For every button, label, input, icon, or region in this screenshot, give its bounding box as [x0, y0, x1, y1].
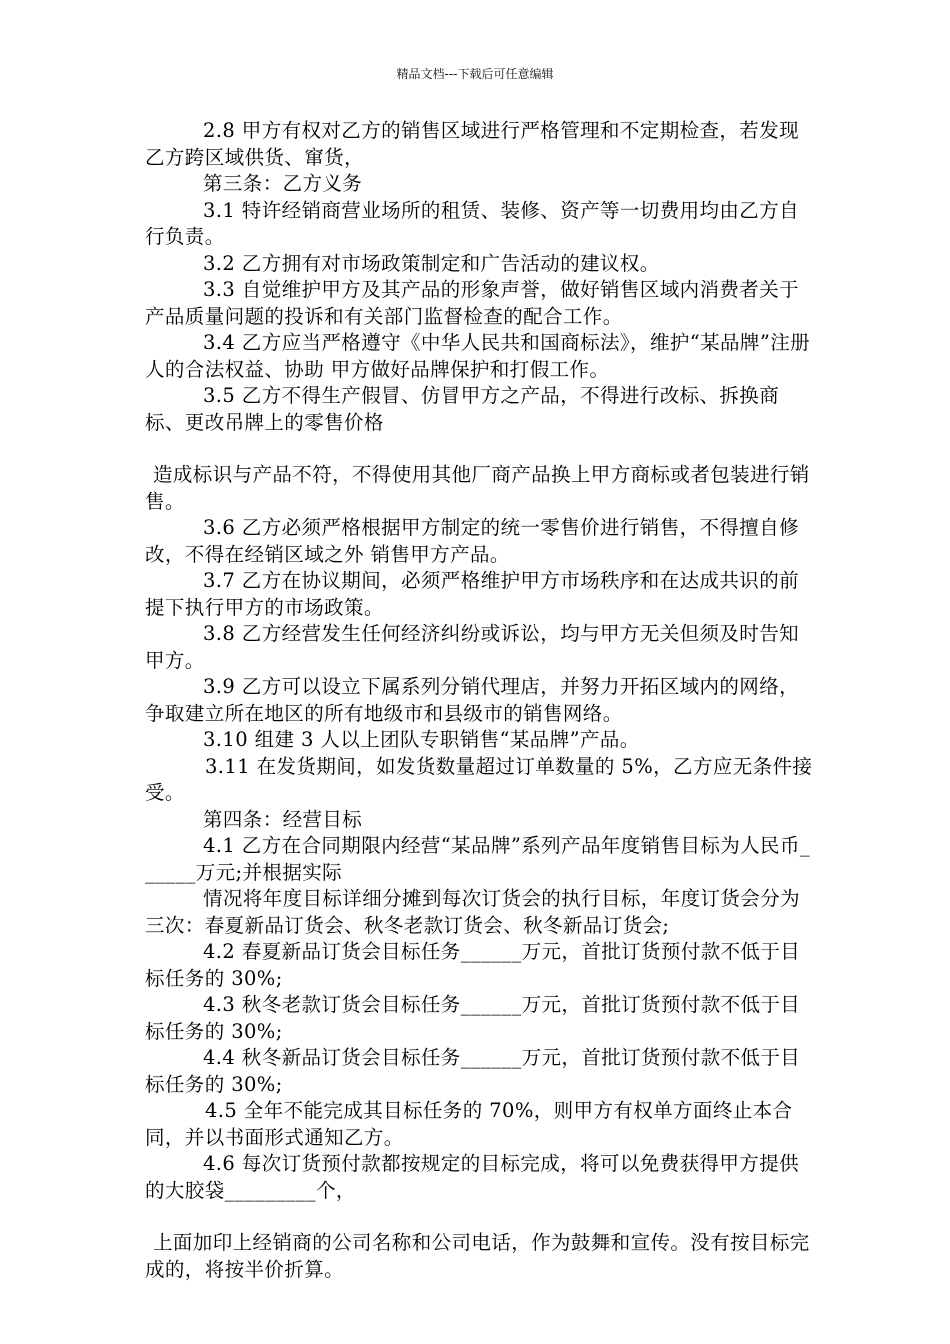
clause-4-1: 4.1 乙方在合同期限内经营“某品牌”系列产品年度销售目标为人民币______万元;并根据实际	[145, 834, 810, 884]
clause-3-10: 3.10 组建 3 人以上团队专职销售“某品牌”产品。	[203, 728, 640, 751]
clause-2-8: 2.8 甲方有权对乙方的销售区域进行严格管理和不定期检查，若发现乙方跨区域供货、窜货，	[145, 119, 800, 169]
clause-3-5: 3.5 乙方不得生产假冒、仿冒甲方之产品，不得进行改标、拆换商标、更改吊牌上的零售价格	[145, 384, 780, 434]
clause-4-3: 4.3 秋冬老款订货会目标任务______万元，首批订货预付款不低于目标任务的 30%;	[145, 993, 801, 1043]
clause-4-4: 4.4 秋冬新品订货会目标任务______万元，首批订货预付款不低于目标任务的 30%;	[145, 1046, 801, 1096]
clause-3-4: 3.4 乙方应当严格遵守《中华人民共和国商标法》，维护“某品牌”注册人的合法权益、协助 甲方做好品牌保护和打假工作。	[145, 331, 810, 381]
clause-3-8: 3.8 乙方经营发生任何经济纠纷或诉讼，均与甲方无关但须及时告知甲方。	[145, 622, 800, 672]
clause-3-9: 3.9 乙方可以设立下属系列分销代理店，并努力开拓区域内的网络，争取建立所在地区的所有地级市和县级市的销售网络。	[145, 675, 800, 725]
section-heading-article-3: 第三条：乙方义务	[203, 172, 363, 195]
clause-3-6: 3.6 乙方必须严格根据甲方制定的统一零售价进行销售，不得擅自修改，不得在经销区域之外 销售甲方产品。	[145, 516, 800, 566]
clause-3-5-continued: 造成标识与产品不符，不得使用其他厂商产品换上甲方商标或者包装进行销售。	[145, 463, 810, 513]
page-header-watermark: 精品文档---下载后可任意编辑	[396, 67, 554, 81]
clause-4-2: 4.2 春夏新品订货会目标任务______万元，首批订货预付款不低于目标任务的 30%;	[145, 940, 801, 990]
paragraph-gap	[145, 1204, 813, 1230]
document-body	[145, 118, 813, 1283]
clause-3-11: 3.11 在发货期间，如发货数量超过订单数量的 5%，乙方应无条件接受。	[145, 754, 813, 804]
clause-4-6: 4.6 每次订货预付款都按规定的目标完成，将可以免费获得甲方提供的大胶袋_________个，	[145, 1152, 800, 1202]
paragraph-gap	[145, 436, 813, 462]
clause-3-3: 3.3 自觉维护甲方及其产品的形象声誉，做好销售区域内消费者关于产品质量问题的投诉和有关部门监督检查的配合工作。	[145, 278, 800, 328]
clause-4-6-continued: 上面加印上经销商的公司名称和公司电话，作为鼓舞和宣传。没有按目标完成的，将按半价折算。	[145, 1231, 810, 1281]
clause-4-5: 4.5 全年不能完成其目标任务的 70%，则甲方有权单方面终止本合同，并以书面形式通知乙方。	[145, 1099, 793, 1149]
clause-3-2: 3.2 乙方拥有对市场政策制定和广告活动的建议权。	[203, 251, 660, 275]
clause-3-7: 3.7 乙方在协议期间，必须严格维护甲方市场秩序和在达成共识的前提下执行甲方的市场政策。	[145, 569, 800, 619]
clause-3-1: 3.1 特许经销商营业场所的租赁、装修、资产等一切费用均由乙方自行负责。	[145, 198, 800, 248]
section-heading-article-4: 第四条：经营目标	[203, 807, 363, 831]
clause-4-1-continued: 情况将年度目标详细分摊到每次订货会的执行目标，年度订货会分为三次：春夏新品订货会、秋冬老款订货会、秋冬新品订货会;	[145, 887, 801, 937]
